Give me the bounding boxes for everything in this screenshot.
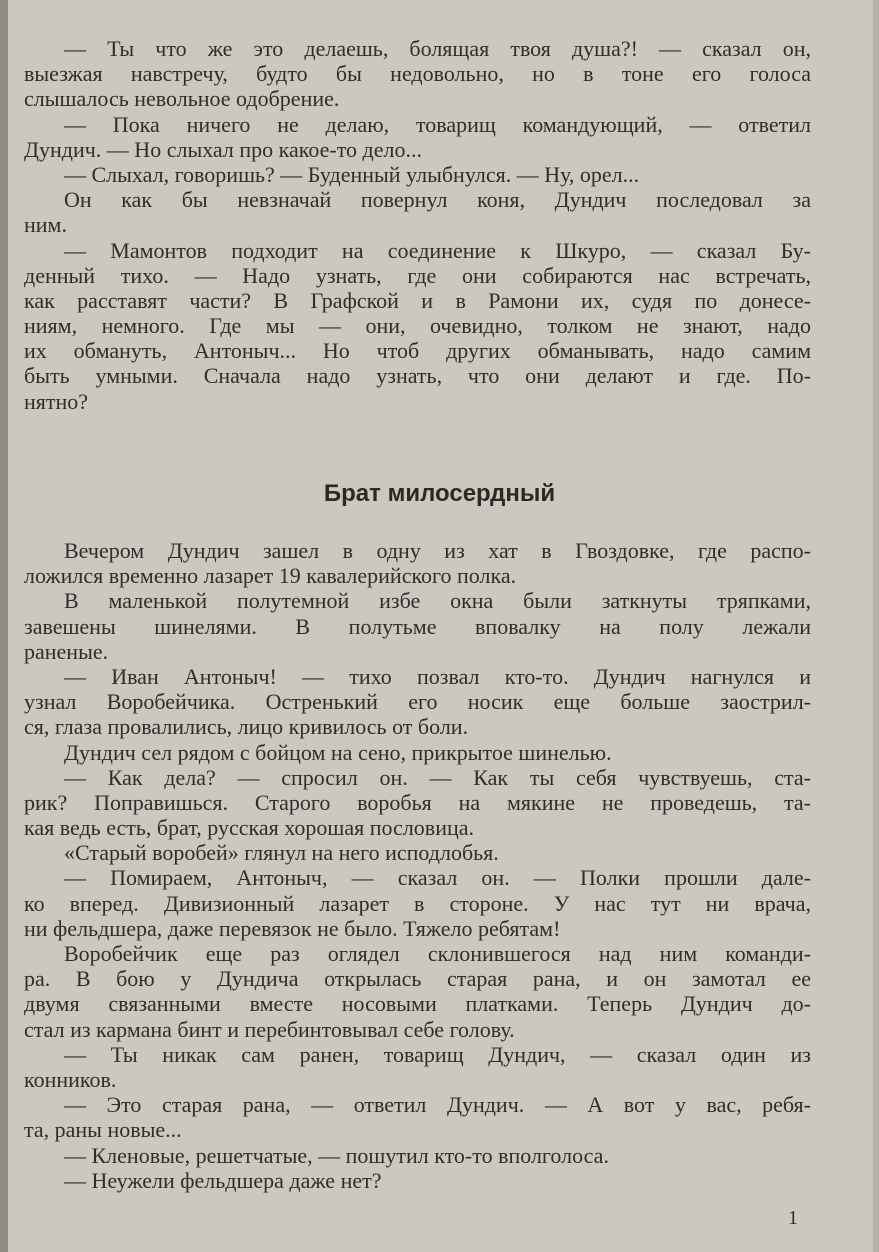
text-line: та, раны новые... <box>24 1117 182 1143</box>
text-line: — Как дела? — спросил он. — Как ты себя чувствуешь, ста- <box>64 764 811 790</box>
text-line: — Ты никак сам ранен, товарищ Дундич, — сказал один из <box>64 1041 811 1067</box>
text-line: — Слыхал, говоришь? — Буденный улыбнулся. — Ну, орел... <box>64 161 640 187</box>
text-line: Вечером Дундич зашел в одну из хат в Гвоздовке, где распо- <box>64 538 811 563</box>
text-line: быть умными. Сначала надо узнать, что они делают и где. По- <box>24 363 811 389</box>
text-line: слышалось невольное одобрение. <box>24 86 340 112</box>
text-line: Дундич сел рядом с бойцом на сено, прикрытое шинелью. <box>64 739 612 765</box>
text-line: ра. В бою у Дундича открылась старая рана, и он замотал ее <box>24 966 811 992</box>
text-line: конников. <box>24 1066 117 1092</box>
text-line: Дундич. — Но слыхал про какое-то дело... <box>24 136 422 162</box>
text-block-top <box>24 36 811 414</box>
text-line: ни фельдшера, даже перевязок не было. Тяжело ребятам! <box>24 915 561 941</box>
page-number: 1 <box>788 1207 798 1229</box>
text-line: завешены шинелями. В полутьме вповалку на полу лежали <box>24 613 811 639</box>
text-line: нятно? <box>24 388 89 414</box>
page-binding-edge <box>0 0 8 1252</box>
text-line: — Пока ничего не делаю, товарищ командующий, — ответил <box>64 111 811 137</box>
text-line: — Кленовые, решетчатые, — пошутил кто-то вполголоса. <box>64 1142 609 1168</box>
text-line: выезжая навстречу, будто бы недовольно, но в тоне его голоса <box>24 61 811 87</box>
text-line: — Мамонтов подходит на соединение к Шкуро, — сказал Бу- <box>64 237 811 263</box>
text-line: Он как бы невзначай повернул коня, Дундич последовал за <box>64 187 811 213</box>
text-line: их обмануть, Антоныч... Но чтоб других обманывать, надо самим <box>24 338 811 364</box>
text-line: как расставят части? В Графской и в Рамони их, судя по донесе- <box>24 287 811 313</box>
text-line: ся, глаза провалились, лицо кривилось от боли. <box>24 714 469 740</box>
text-line: В маленькой полутемной избе окна были заткнуты тряпками, <box>64 588 811 614</box>
text-line: Воробейчик еще раз оглядел склонившегося над ним команди- <box>64 941 811 966</box>
text-line: раненые. <box>24 638 109 664</box>
text-line: — Это старая рана, — ответил Дундич. — А вот у вас, ребя- <box>64 1092 811 1118</box>
text-block-bottom <box>24 538 811 1193</box>
text-line: стал из кармана бинт и перебинтовывал себе голову. <box>24 1016 515 1042</box>
text-line: кая ведь есть, брат, русская хорошая пословица. <box>24 815 475 841</box>
text-line: «Старый воробей» глянул на него исподлобья. <box>64 840 499 866</box>
text-line: двумя связанными вместе носовыми платками. Теперь Дундич до- <box>24 991 811 1017</box>
chapter-title: Брат милосердный <box>323 480 556 507</box>
text-line: — Помираем, Антоныч, — сказал он. — Полки прошли дале- <box>64 865 811 891</box>
text-line: узнал Воробейчика. Остренький его носик еще больше заострил- <box>24 689 811 715</box>
text-line: ним. <box>24 212 67 238</box>
text-line: — Неужели фельдшера даже нет? <box>64 1167 382 1193</box>
text-line: рик? Поправишься. Старого воробья на мякине не проведешь, та- <box>24 789 811 815</box>
text-line: — Ты что же это делаешь, болящая твоя душа?! — сказал он, <box>64 36 811 61</box>
text-line: ложился временно лазарет 19 кавалерийского полка. <box>24 563 517 589</box>
text-line: — Иван Антоныч! — тихо позвал кто-то. Дундич нагнулся и <box>64 663 811 689</box>
text-line: ниям, немного. Где мы — они, очевидно, толком не знают, надо <box>24 313 811 339</box>
text-line: денный тихо. — Надо узнать, где они собираются нас встречать, <box>24 262 811 288</box>
page-right-edge <box>873 0 879 1252</box>
text-line: ко вперед. Дивизионный лазарет в стороне. У нас тут ни врача, <box>24 890 811 916</box>
